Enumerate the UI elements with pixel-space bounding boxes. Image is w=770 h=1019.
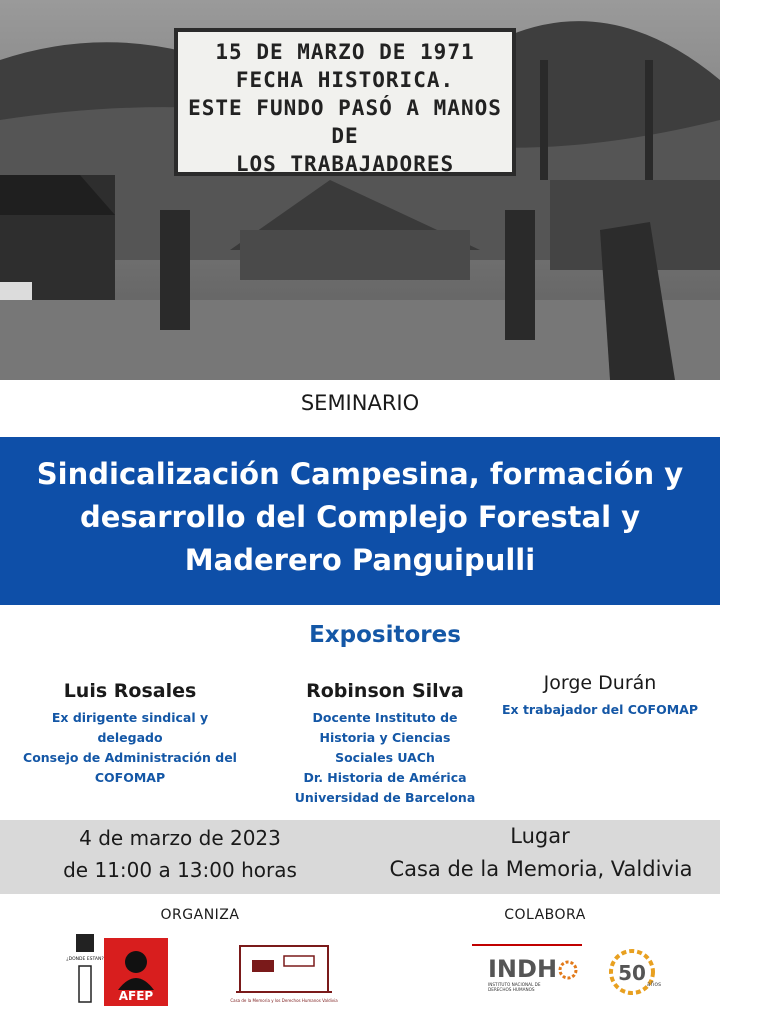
cincuenta-sub: años bbox=[646, 981, 662, 988]
speaker-role-line: Ex trabajador del COFOMAP bbox=[502, 702, 698, 717]
speaker-jorge-duran bbox=[490, 672, 710, 720]
sign-line-2: FECHA HISTORICA. bbox=[235, 68, 455, 92]
indh-text: INDH bbox=[488, 955, 558, 983]
donde-estan-text: ¿DONDE ESTAN? bbox=[66, 957, 104, 962]
speaker-role-line: Docente Instituto de bbox=[312, 710, 458, 725]
sign-line-3: ESTE FUNDO PASÓ A MANOS bbox=[188, 96, 502, 120]
casa-memoria-text: Casa de la Memoria y los Derechos Humanos Valdivia bbox=[230, 998, 338, 1003]
historic-sign bbox=[174, 28, 516, 176]
cincuenta-anos-logo bbox=[606, 946, 662, 998]
speaker-role-line: Universidad de Barcelona bbox=[294, 790, 476, 805]
speaker-role-line: COFOMAP bbox=[94, 770, 166, 785]
speaker-role bbox=[490, 700, 710, 720]
title-banner bbox=[0, 437, 720, 605]
speaker-role-line: Historia y Ciencias bbox=[319, 730, 451, 745]
afep-logo bbox=[104, 938, 168, 1006]
colabora-label: COLABORA bbox=[504, 907, 586, 923]
title-line-1: Sindicalización Campesina, formación y bbox=[36, 457, 684, 491]
indh-logo bbox=[472, 942, 582, 998]
expositores-heading: Expositores bbox=[309, 622, 461, 648]
indh-sub-1: INSTITUTO NACIONAL DE bbox=[488, 982, 541, 987]
place-label: Lugar bbox=[510, 824, 570, 848]
indh-sub-2: DERECHOS HUMANOS bbox=[488, 987, 535, 992]
speaker-robinson-silva bbox=[285, 680, 485, 808]
speaker-role-line: Ex dirigente sindical y delegado bbox=[51, 710, 209, 745]
donde-estan-logo bbox=[66, 932, 104, 1008]
title-line-3: Maderero Panguipulli bbox=[184, 543, 536, 577]
organiza-label: ORGANIZA bbox=[160, 907, 240, 923]
sign-line-5: LOS TRABAJADORES bbox=[235, 152, 455, 176]
title-line-2: desarrollo del Complejo Forestal y bbox=[79, 500, 641, 534]
event-time: de 11:00 a 13:00 horas bbox=[63, 858, 297, 882]
cincuenta-text: 50 bbox=[618, 961, 646, 985]
speaker-role bbox=[285, 708, 485, 808]
speaker-name: Luis Rosales bbox=[63, 680, 197, 702]
casa-memoria-logo bbox=[226, 938, 342, 1008]
speaker-role bbox=[20, 708, 240, 788]
speaker-luis-rosales bbox=[20, 680, 240, 788]
speaker-role-line: Dr. Historia de América bbox=[303, 770, 467, 785]
event-type: SEMINARIO bbox=[300, 391, 420, 415]
speaker-name: Jorge Durán bbox=[543, 672, 657, 694]
event-place: Casa de la Memoria, Valdivia bbox=[389, 857, 693, 881]
afep-text: AFEP bbox=[118, 989, 154, 1003]
speaker-role-line: Sociales UACh bbox=[335, 750, 435, 765]
historic-photo bbox=[0, 0, 720, 380]
speaker-name: Robinson Silva bbox=[306, 680, 464, 702]
sign-line-1: 15 DE MARZO DE 1971 bbox=[215, 40, 475, 64]
sign-line-4: DE bbox=[331, 124, 359, 148]
event-date: 4 de marzo de 2023 bbox=[79, 826, 281, 850]
speaker-role-line: Consejo de Administración del bbox=[23, 750, 237, 765]
